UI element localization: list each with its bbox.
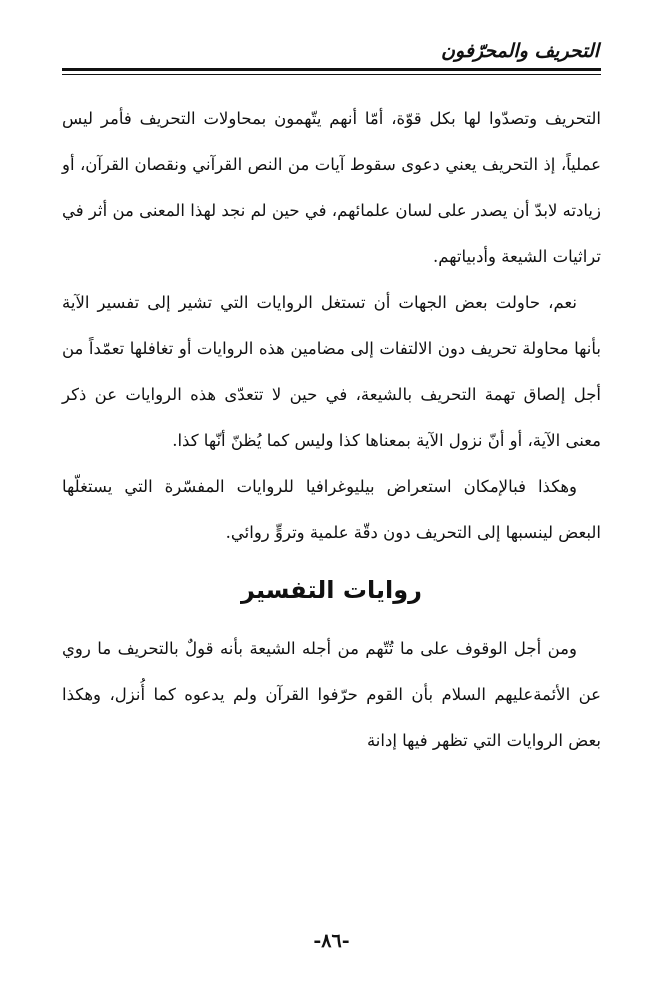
paragraph-3: وهكذا فبالإمكان استعراض بيليوغرافيا للروايات المفسّرة التي يستغلّها البعض لينسبها إلى التحريف دون دقّة علمية وتروٍّ روائي. [62, 477, 601, 542]
section-heading: روايات التفسير [241, 576, 422, 604]
running-header-title: التحريف والمحرّفون [441, 40, 599, 62]
paragraph-4: ومن أجل الوقوف على ما تُتّهم من أجله الشيعة بأنه قولٌ بالتحريف ما روي عن الأئمةعليهم السلام بأن القوم حرّفوا القرآن ولم يدعوه كما أُنزل، وهكذا بعض الروايات التي تظهر فيها إدانة [62, 639, 601, 750]
page-number: -٨٦- [313, 930, 350, 952]
paragraph-2: نعم، حاولت بعض الجهات أن تستغل الروايات التي تشير إلى تفسير الآية بأنها محاولة تحريف دون الالتفات إلى مضامين هذه الروايات أو تغافلها تعمّداً من أجل إلصاق تهمة التحريف بالشيعة، في حين لا تتعدّى هذه الروايات عن ذكر معنى الآية، أو أنّ نزول الآية بمعناها كذا وليس كما يُظنّ أنّها كذا. [62, 293, 601, 450]
page-body [62, 96, 601, 764]
header-rule-thick [62, 68, 601, 71]
header-rule-thin [62, 74, 601, 75]
paragraph-1: التحريف وتصدّوا لها بكل قوّة، أمّا أنهم يتّهمون بمحاولات التحريف فأمر ليس عملياً، إذ التحريف يعني دعوى سقوط آيات من النص القرآني ونقصان القرآن، أو زيادته لابدّ أن يصدر على لسان علمائهم، في حين لم نجد لهذا المعنى من أثر في تراثيات الشيعة وأدبياتهم. [62, 109, 601, 266]
